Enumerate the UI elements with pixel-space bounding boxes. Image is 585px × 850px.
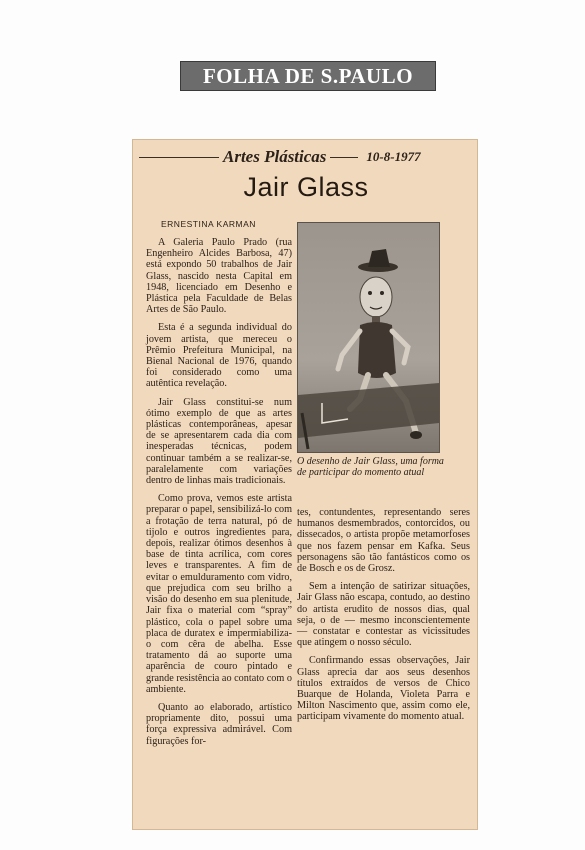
paragraph: Como prova, vemos este artista preparar o papel, sensibilizá-lo com a frotação de terra natural, pó de tijolo e outros ingredientes para, depois, realizar ótimos desenhos à base de tinta acrílica, com cores leves e transparentes. A fim de evitar o emulduramento com vidro, que prejudica com seu brilho a visão do desenho em sua plenitude, Jair fixa o material com “spray” plástico, cola o papel sobre uma placa de duratex e impermiabiliza-o com cêra de abelha. Esse tratamento dá ao suporte uma aparência de couro pintado e grande resistência ao contato com o ambiente.	[146, 493, 292, 695]
handwritten-date: 10-8-1977	[366, 149, 421, 164]
paragraph: A Galeria Paulo Prado (rua Engenheiro Alcides Barbosa, 47) está expondo 50 trabalhos de Jair Glass, nascido nesta Capital em 1948, licenciado em Desenho e Plástica pela Faculdade de Belas Artes de São Paulo.	[146, 237, 292, 316]
paragraph: Esta é a segunda individual do jovem artista, que mereceu o Prêmio Prefeitura Municipal, na Bienal Nacional de 1976, quando foi considerado como uma autêntica revelação.	[146, 322, 292, 390]
section-rule-left	[139, 157, 219, 158]
article-byline: ERNESTINA KARMAN	[161, 219, 256, 229]
photo-caption: O desenho de Jair Glass, uma forma de participar do momento atual	[297, 456, 444, 478]
artwork-figure-drawing	[298, 223, 439, 452]
paragraph: Quanto ao elaborado, artístico propriamente dito, possui uma força expressiva admirável. Com figurações for-	[146, 701, 292, 747]
paragraph: tes, contundentes, representando seres humanos desmembrados, contorcidos, ou dissecados, o artista propõe metamorfoses que nos fazem pensar em Kafka. Seus personagens são tão fantásticos como os de Bosch e os de Grosz.	[297, 507, 470, 575]
right-text-column	[297, 507, 470, 730]
newspaper-clipping	[132, 139, 478, 830]
paragraph: Jair Glass constitui-se num ótimo exemplo de que as artes plásticas contemporâneas, apesar de se apresentarem cada dia com inesperadas técnicas, podem continuar também a se realizar-se, paralelamente com variações dentro de linhas mais tradicionais.	[146, 396, 292, 487]
left-text-column	[146, 237, 292, 754]
artwork-photo	[297, 222, 440, 453]
masthead-title: FOLHA DE S.PAULO	[202, 63, 414, 88]
section-header	[139, 146, 473, 168]
paragraph: Sem a intenção de satirizar situações, Jair Glass não escapa, contudo, ao destino do artista erudito de nossos dias, qual seja, o de — mesmo inconscientemente — constatar e contestar as vicissitudes que atingem o nosso século.	[297, 581, 470, 649]
section-rule-right	[330, 157, 358, 158]
article-headline: Jair Glass	[243, 172, 369, 202]
paragraph: Confirmando essas observações, Jair Glass aprecia dar aos seus desenhos títulos extraídos de versos de Chico Buarque de Holanda, Violeta Parra e Milton Nascimento que, assim como ele, participam vivamente do momento atual.	[297, 655, 470, 723]
newspaper-masthead	[180, 61, 436, 91]
section-name: Artes Plásticas	[223, 147, 327, 166]
